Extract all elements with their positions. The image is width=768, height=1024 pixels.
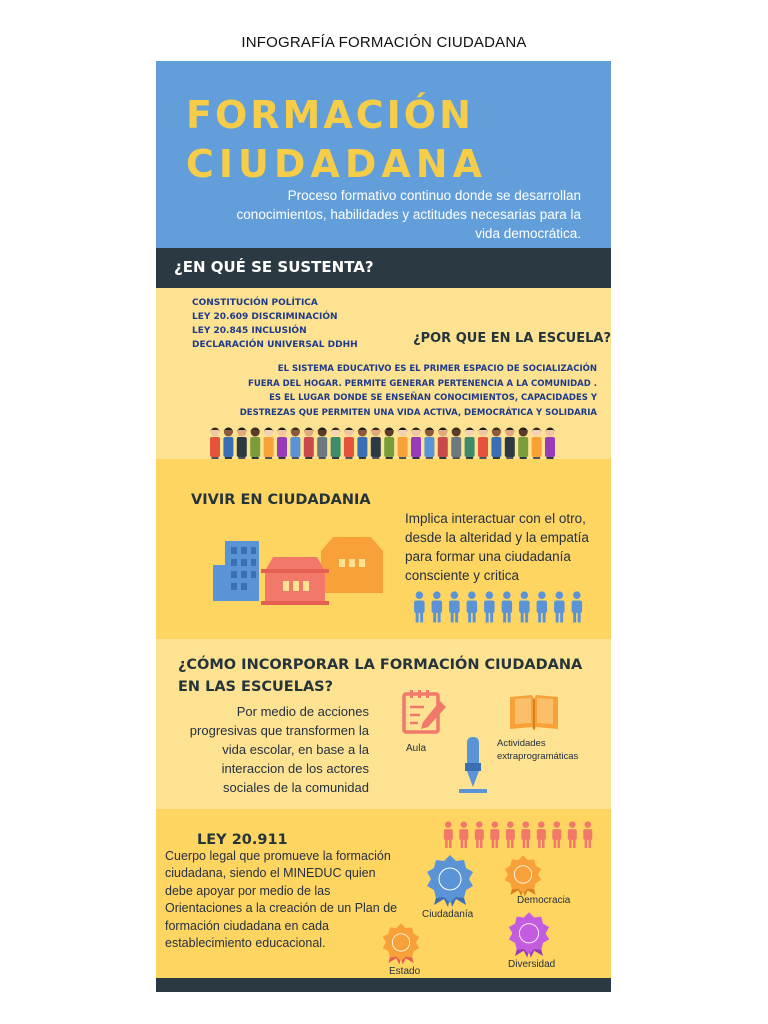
- escuela-paragraph: [177, 362, 597, 420]
- escuela-line: FUERA DEL HOGAR. PERMITE GENERAR PERTENENCIA A LA COMUNIDAD .: [248, 378, 597, 389]
- estado-label: Estado: [389, 966, 421, 977]
- person-icon: [519, 591, 530, 622]
- actividades-line: extraprogramáticas: [497, 751, 579, 762]
- vivir-paragraph: [405, 509, 589, 585]
- ley-line: Cuerpo legal que promueve la formación: [165, 849, 391, 863]
- como-line: interaccion de los actores: [221, 761, 369, 776]
- hero-subtitle-line: vida democrática.: [475, 226, 581, 241]
- hero-subtitle-line: Proceso formativo continuo donde se desarrollan: [287, 188, 581, 203]
- pen-icon: [459, 737, 487, 797]
- people-row-coral-icons: [442, 821, 598, 851]
- actividades-label: [497, 737, 578, 763]
- person-icon: [537, 821, 546, 848]
- person-icon: [444, 821, 453, 848]
- ley-line: debe apoyar por medio de las: [165, 883, 331, 898]
- notepad-icon: [400, 689, 448, 737]
- infographic: [156, 61, 611, 992]
- ciudadania-label: Ciudadanía: [422, 909, 474, 920]
- person-icon: [572, 591, 583, 622]
- sustenta-item: CONSTITUCIÓN POLÍTICA: [192, 298, 318, 308]
- person-icon: [552, 821, 561, 848]
- hero-title-line1: FORMACIÓN: [186, 93, 474, 137]
- sustenta-list: [192, 296, 358, 352]
- person-icon: [583, 821, 592, 848]
- como-line: progresivas que transformen la: [189, 723, 369, 738]
- actividades-line: Actividades: [497, 738, 546, 749]
- como-line: vida escolar, en base a la: [222, 742, 369, 757]
- como-line: sociales de la comunidad: [223, 780, 369, 795]
- book-icon: [508, 691, 560, 733]
- person-icon: [490, 821, 499, 848]
- sustenta-band: [156, 248, 611, 288]
- hero-subtitle-line: conocimientos, habilidades y actitudes necesarias para la: [236, 207, 581, 222]
- ley-line: establecimiento educacional.: [165, 936, 326, 951]
- person-icon: [554, 591, 565, 622]
- buildings-icon: [211, 535, 386, 609]
- ley-section: [156, 809, 611, 978]
- person-icon: [432, 591, 443, 622]
- vivir-section: [156, 459, 611, 639]
- vivir-line: desde la alteridad y la empatía: [405, 530, 589, 545]
- person-icon: [467, 591, 478, 622]
- sustenta-item: LEY 20.845 INCLUSIÓN: [192, 326, 307, 336]
- document-title: INFOGRAFÍA FORMACIÓN CIUDADANA: [241, 34, 527, 51]
- person-icon: [506, 821, 515, 848]
- diversidad-badge-icon: [508, 912, 550, 958]
- person-icon: [502, 591, 512, 622]
- sustenta-item: DECLARACIÓN UNIVERSAL DDHH: [192, 340, 358, 350]
- sustenta-section: [156, 288, 611, 459]
- ciudadania-badge-icon: [426, 855, 474, 907]
- estado-badge-icon: [382, 923, 420, 965]
- hero-section: [156, 61, 611, 248]
- person-icon: [521, 821, 530, 848]
- vivir-line: Implica interactuar con el otro,: [405, 511, 586, 526]
- person-icon: [568, 821, 577, 848]
- como-heading-line: ¿CÓMO INCORPORAR LA FORMACIÓN CIUDADANA: [178, 657, 583, 673]
- footer-band: [156, 978, 611, 992]
- como-paragraph: [156, 702, 369, 797]
- como-section: [156, 639, 611, 809]
- diversidad-label: Diversidad: [508, 959, 556, 970]
- hero-title-line2: CIUDADANA: [186, 142, 487, 186]
- ley-heading: LEY 20.911: [197, 832, 288, 848]
- ley-line: ciudadana, siendo el MINEDUC quien: [165, 866, 376, 881]
- democracia-badge-icon: [504, 855, 542, 897]
- sustenta-heading: ¿EN QUÉ SE SUSTENTA?: [174, 258, 374, 276]
- hero-subtitle: [201, 186, 581, 243]
- escuela-line: EL SISTEMA EDUCATIVO ES EL PRIMER ESPACIO DE SOCIALIZACIÓN: [277, 364, 597, 374]
- person-icon: [459, 821, 468, 848]
- como-heading-line: EN LAS ESCUELAS?: [178, 679, 334, 695]
- aula-label: Aula: [406, 743, 427, 754]
- person-icon: [414, 591, 425, 622]
- vivir-line: para formar una ciudadanía: [405, 549, 571, 564]
- ley-line: Orientaciones a la creación de un Plan de: [165, 901, 398, 916]
- ley-paragraph: [165, 848, 397, 952]
- person-icon: [537, 591, 548, 622]
- vivir-heading: VIVIR EN CIUDADANIA: [191, 492, 371, 508]
- person-icon: [449, 591, 460, 622]
- escuela-line: DESTREZAS QUE PERMITEN UNA VIDA ACTIVA, DEMOCRÁTICA Y SOLIDARIA: [239, 407, 597, 418]
- person-icon: [475, 821, 484, 848]
- vivir-line: consciente y critica: [405, 568, 520, 583]
- person-icon: [484, 591, 495, 622]
- sustenta-item: LEY 20.609 DISCRIMINACIÓN: [192, 312, 338, 322]
- escuela-line: ES EL LUGAR DONDE SE ENSEÑAN CONOCIMIENTOS, CAPACIDADES Y: [269, 393, 597, 403]
- people-row-icons: [412, 591, 592, 627]
- como-line: Por medio de acciones: [236, 704, 369, 719]
- escuela-heading: ¿POR QUE EN LA ESCUELA?: [413, 331, 611, 346]
- democracia-label: Democracia: [517, 895, 571, 906]
- ley-line: formación ciudadana en cada: [165, 918, 330, 933]
